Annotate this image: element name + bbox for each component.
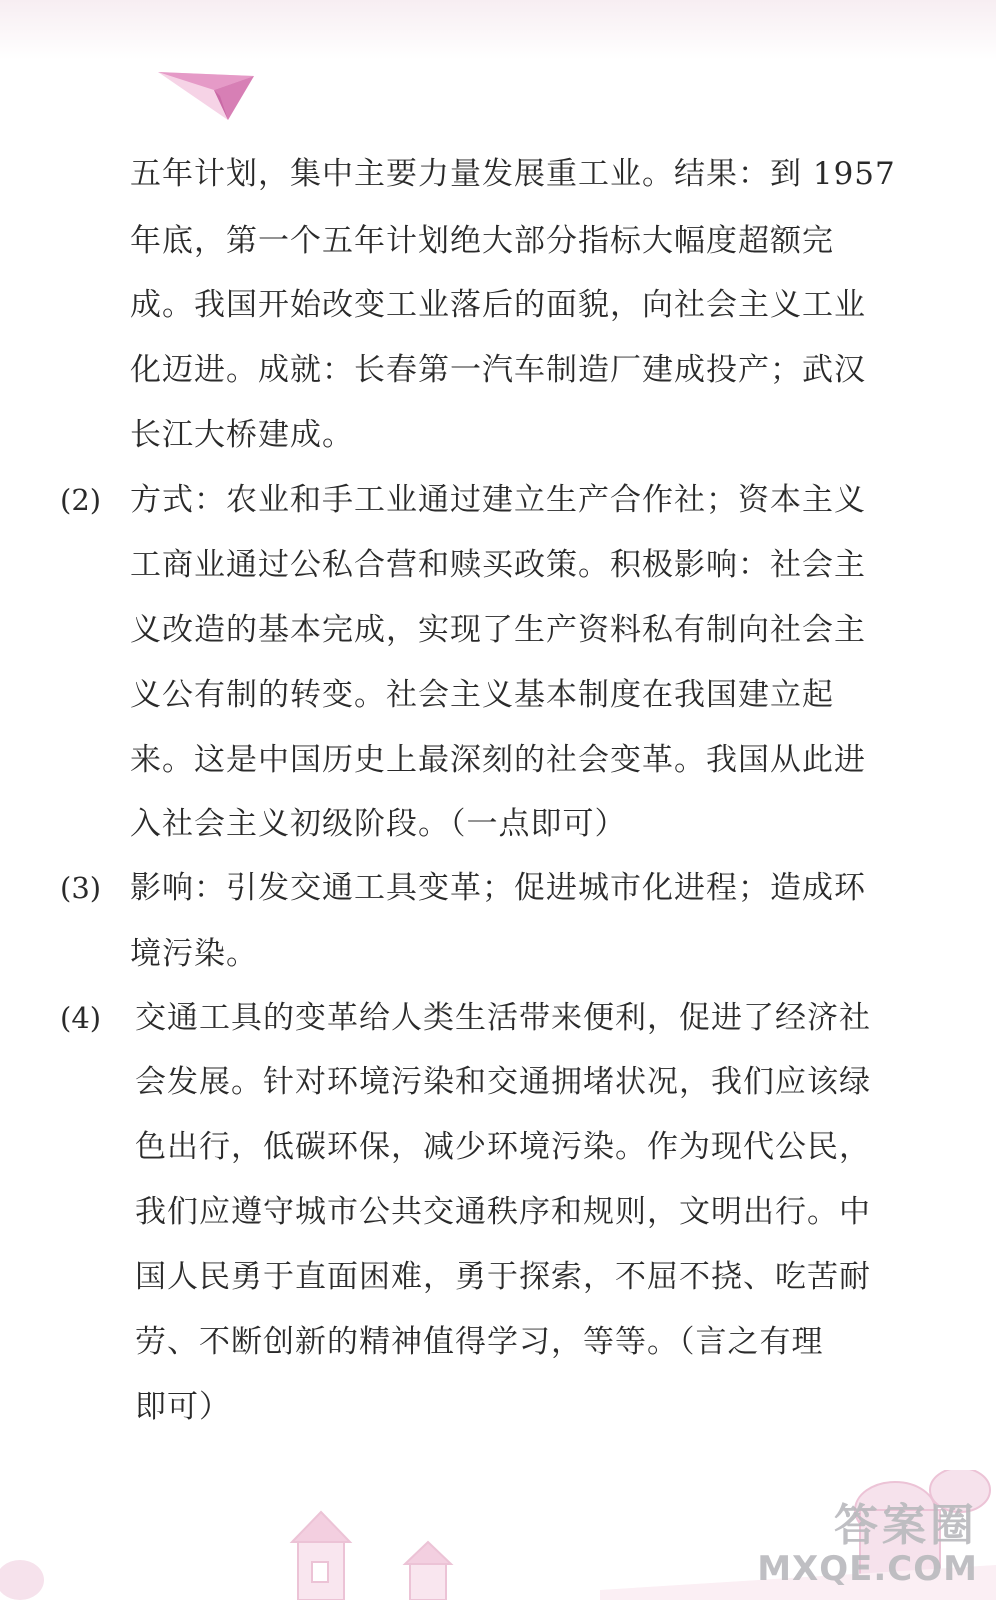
text-line: 年底，第一个五年计划绝大部分指标大幅度超额完 — [130, 223, 834, 259]
watermark — [757, 1502, 978, 1588]
text-line: 方式：农业和手工业通过建立生产合作社；资本主义 — [130, 482, 866, 518]
text-line: 入社会主义初级阶段。（一点即可） — [130, 806, 627, 842]
item-number: (3) — [60, 871, 102, 905]
text-line: 义改造的基本完成，实现了生产资料私有制向社会主 — [130, 612, 866, 648]
text-line: 化迈进。成就：长春第一汽车制造厂建成投产；武汉 — [130, 352, 866, 388]
text-line: 我们应遵守城市公共交通秩序和规则，文明出行。中 — [135, 1194, 871, 1230]
item-number: (4) — [60, 1001, 102, 1035]
text-line: 即可） — [135, 1389, 231, 1425]
text-line: 五年计划，集中主要力量发展重工业。结果：到 1957 — [130, 156, 896, 192]
text-line: 会发展。针对环境污染和交通拥堵状况，我们应该绿 — [135, 1064, 871, 1100]
text-line: 交通工具的变革给人类生活带来便利，促进了经济社 — [135, 1000, 871, 1036]
text-line: 国人民勇于直面困难，勇于探索，不屈不挠、吃苦耐 — [135, 1259, 871, 1295]
text-line: 来。这是中国历史上最深刻的社会变革。我国从此进 — [130, 742, 866, 778]
watermark-title: 答案圈 — [834, 1500, 978, 1551]
text-line: 影响：引发交通工具变革；促进城市化进程；造成环 — [130, 870, 866, 906]
item-number: (2) — [60, 483, 102, 517]
text-line: 成。我国开始改变工业落后的面貌，向社会主义工业 — [130, 287, 866, 323]
watermark-url: MXQE.COM — [757, 1549, 978, 1589]
text-line: 义公有制的转变。社会主义基本制度在我国建立起 — [130, 677, 834, 713]
text-line: 境污染。 — [130, 936, 258, 972]
text-line: 长江大桥建成。 — [130, 417, 354, 453]
text-line: 工商业通过公私合营和赎买政策。积极影响：社会主 — [130, 547, 866, 583]
text-line: 色出行，低碳环保，减少环境污染。作为现代公民， — [135, 1129, 871, 1165]
text-line: 劳、不断创新的精神值得学习，等等。（言之有理 — [135, 1324, 824, 1360]
